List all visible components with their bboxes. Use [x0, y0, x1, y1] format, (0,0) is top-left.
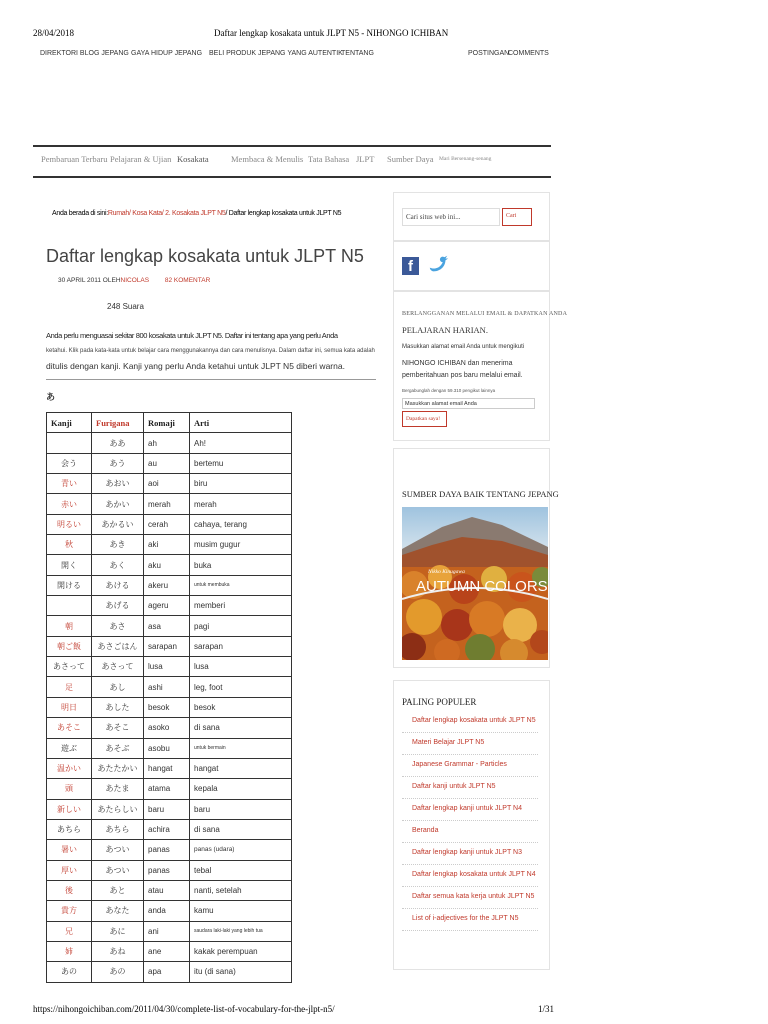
twitter-icon[interactable]	[428, 254, 450, 274]
cell-furigana: あの	[92, 962, 144, 982]
main-nav-item-jlpt[interactable]: JLPT	[356, 154, 375, 164]
cell-furigana: あかるい	[92, 514, 144, 534]
ad-title: AUTUMN COLORS	[416, 578, 548, 595]
cell-romaji: ani	[144, 921, 190, 941]
cell-arti: di sana	[190, 819, 292, 839]
table-row	[47, 860, 292, 880]
cell-arti: saudara laki-laki yang lebih tua	[190, 921, 292, 941]
cell-romaji: aoi	[144, 474, 190, 494]
cell-romaji: ah	[144, 433, 190, 453]
cell-furigana: あき	[92, 535, 144, 555]
table-row	[47, 901, 292, 921]
table-header-row	[47, 413, 292, 433]
cell-furigana: あける	[92, 575, 144, 595]
cell-arti: hangat	[190, 758, 292, 778]
table-row	[47, 433, 292, 453]
cell-kanji[interactable]: 厚い	[47, 860, 92, 880]
post-author-link[interactable]: NICOLAS	[120, 277, 150, 284]
cell-arti: memberi	[190, 596, 292, 616]
main-nav-item-resources[interactable]: Sumber Daya	[387, 154, 434, 164]
print-date: 28/04/2018	[33, 28, 75, 38]
cell-romaji: anda	[144, 901, 190, 921]
cell-romaji: ashi	[144, 677, 190, 697]
cell-arti: buka	[190, 555, 292, 575]
print-title: Daftar lengkap kosakata untuk JLPT N5 - NIHONGO ICHIBAN	[214, 28, 449, 38]
table-row	[47, 494, 292, 514]
cell-furigana: あし	[92, 677, 144, 697]
resources-heading: SUMBER DAYA BAIK TENTANG JEPANG	[402, 489, 559, 499]
top-nav-item-about[interactable]: TENTANG	[341, 50, 374, 57]
cell-romaji: achira	[144, 819, 190, 839]
cell-romaji: sarapan	[144, 636, 190, 656]
cell-romaji: merah	[144, 494, 190, 514]
table-row	[47, 738, 292, 758]
cell-romaji: asoko	[144, 718, 190, 738]
cell-furigana: あと	[92, 880, 144, 900]
cell-furigana: あちら	[92, 819, 144, 839]
autumn-colors-banner[interactable]	[402, 507, 548, 660]
table-row	[47, 941, 292, 961]
cell-kanji: 会う	[47, 453, 92, 473]
main-nav-top-border	[33, 145, 551, 147]
cell-kanji[interactable]: 姉	[47, 941, 92, 961]
popular-post-link[interactable]: Daftar lengkap kanji untuk JLPT N3	[402, 843, 538, 865]
subscribe-heading: BERLANGGANAN MELALUI EMAIL & DAPATKAN ANDA	[402, 311, 568, 317]
cell-kanji: あちら	[47, 819, 92, 839]
cell-romaji: akeru	[144, 575, 190, 595]
search-button[interactable]: Cari	[502, 208, 532, 226]
cell-arti: lusa	[190, 657, 292, 677]
intro-line-1: Anda perlu menguasai sekitar 800 kosakata untuk JLPT N5. Daftar ini tentang apa yang perlu Anda	[46, 331, 338, 340]
vocabulary-table-body	[47, 433, 292, 982]
cell-kanji[interactable]: 赤い	[47, 494, 92, 514]
cell-romaji: panas	[144, 840, 190, 860]
cell-furigana: あさって	[92, 657, 144, 677]
cell-furigana: あなた	[92, 901, 144, 921]
intro-line-3: ditulis dengan kanji. Kanji yang perlu Anda ketahui untuk JLPT N5 diberi warna.	[46, 361, 345, 371]
table-row	[47, 799, 292, 819]
post-comments-link[interactable]: 82 KOMENTAR	[164, 277, 211, 284]
cell-furigana: あね	[92, 941, 144, 961]
cell-kanji[interactable]: あそこ	[47, 718, 92, 738]
table-row	[47, 921, 292, 941]
cell-arti: kamu	[190, 901, 292, 921]
cell-furigana: ああ	[92, 433, 144, 453]
header-arti: Arti	[190, 413, 292, 433]
table-row	[47, 880, 292, 900]
breadcrumb-n5-link[interactable]: / 2. Kosakata JLPT N5	[161, 210, 226, 217]
breadcrumb-vocab-link[interactable]: / Kosa Kata	[128, 210, 162, 217]
table-row	[47, 535, 292, 555]
cell-kanji: あさって	[47, 657, 92, 677]
cell-furigana: あした	[92, 697, 144, 717]
cell-arti: untuk membuka	[190, 575, 292, 595]
cell-furigana: あそこ	[92, 718, 144, 738]
cell-romaji: asa	[144, 616, 190, 636]
cell-furigana: あおい	[92, 474, 144, 494]
cell-romaji: ageru	[144, 596, 190, 616]
main-nav-item-vocabulary[interactable]: Kosakata	[177, 154, 209, 164]
cell-furigana: あさ	[92, 616, 144, 636]
cell-furigana: あさごはん	[92, 636, 144, 656]
header-kanji: Kanji	[47, 413, 92, 433]
cell-arti: cahaya, terang	[190, 514, 292, 534]
cell-furigana: あたらしい	[92, 799, 144, 819]
intro-line-2: ketahui. Klik pada kata-kata untuk belajar cara menggunakannya dan cara menulisnya. Dalam daftar ini, semua kata adalah	[46, 348, 375, 354]
cell-arti: biru	[190, 474, 292, 494]
cell-romaji: hangat	[144, 758, 190, 778]
cell-kanji: 開ける	[47, 575, 92, 595]
main-nav-item-fun[interactable]: Mari Bersenang-senang	[439, 156, 492, 162]
print-url: https://nihongoichiban.com/2011/04/30/complete-list-of-vocabulary-for-the-jlpt-n5/	[33, 1004, 335, 1014]
cell-romaji: asobu	[144, 738, 190, 758]
subscribe-description: Masukkan alamat email Anda untuk mengikuti	[402, 344, 525, 350]
cell-arti: merah	[190, 494, 292, 514]
main-nav-bottom-border	[33, 176, 551, 178]
cell-kanji[interactable]: 明日	[47, 697, 92, 717]
intro-divider	[46, 379, 376, 380]
cell-arti: panas (udara)	[190, 840, 292, 860]
cell-kanji[interactable]: 新しい	[47, 799, 92, 819]
popular-post-link[interactable]: Daftar lengkap kanji untuk JLPT N4	[402, 799, 538, 821]
post-title: Daftar lengkap kosakata untuk JLPT N5	[46, 246, 364, 266]
cell-romaji: au	[144, 453, 190, 473]
table-row	[47, 616, 292, 636]
post-meta	[58, 277, 210, 284]
header-romaji: Romaji	[144, 413, 190, 433]
table-row	[47, 697, 292, 717]
cell-romaji: atau	[144, 880, 190, 900]
top-nav-item-shop[interactable]: BELI PRODUK JEPANG YANG AUTENTIK	[209, 50, 343, 57]
cell-arti: besok	[190, 697, 292, 717]
cell-arti: kakak perempuan	[190, 941, 292, 961]
cell-furigana: あに	[92, 921, 144, 941]
popular-post-link[interactable]: List of i-adjectives for the JLPT N5	[402, 909, 538, 931]
cell-romaji: atama	[144, 779, 190, 799]
table-row	[47, 575, 292, 595]
cell-furigana: あつい	[92, 840, 144, 860]
cell-arti: sarapan	[190, 636, 292, 656]
cell-kanji	[47, 433, 92, 453]
breadcrumb-home-link[interactable]: Rumah	[107, 210, 129, 217]
cell-romaji: aki	[144, 535, 190, 555]
cell-kanji[interactable]: 秋	[47, 535, 92, 555]
cell-furigana: あう	[92, 453, 144, 473]
cell-romaji: cerah	[144, 514, 190, 534]
popular-post-link[interactable]: Materi Belajar JLPT N5	[402, 733, 538, 755]
cell-kanji[interactable]: 暑い	[47, 840, 92, 860]
top-nav-item-comments[interactable]: COMMENTS	[508, 50, 549, 57]
post-date: 30 APRIL 2011 OLEH	[58, 277, 121, 284]
cell-arti: bertemu	[190, 453, 292, 473]
cell-kanji: あの	[47, 962, 92, 982]
breadcrumb-current: / Daftar lengkap kosakata untuk JLPT N5	[225, 210, 342, 217]
cell-arti: tebal	[190, 860, 292, 880]
top-nav-item-posts[interactable]: POSTINGAN	[468, 50, 510, 57]
cell-arti: musim gugur	[190, 535, 292, 555]
cell-furigana: あげる	[92, 596, 144, 616]
top-nav-item-directory[interactable]: DIREKTORI BLOG JEPANG	[40, 50, 129, 57]
ad-small-text: Nikko Kinugawa	[428, 569, 465, 575]
vocabulary-table	[46, 412, 292, 983]
cell-kanji[interactable]: 足	[47, 677, 92, 697]
table-row	[47, 779, 292, 799]
cell-kanji[interactable]: 後	[47, 880, 92, 900]
table-row	[47, 474, 292, 494]
cell-arti: di sana	[190, 718, 292, 738]
table-row	[47, 819, 292, 839]
top-nav-item-lifestyle[interactable]: GAYA HIDUP JEPANG	[131, 50, 203, 57]
subscribe-heading-2: PELAJARAN HARIAN.	[402, 325, 488, 335]
vote-count: 248 Suara	[107, 302, 144, 311]
email-field[interactable]: Masukkan alamat email Anda	[402, 398, 535, 409]
cell-arti: kepala	[190, 779, 292, 799]
cell-arti: baru	[190, 799, 292, 819]
facebook-icon[interactable]: f	[402, 257, 419, 275]
cell-kanji[interactable]: 温かい	[47, 758, 92, 778]
main-nav-item-latest[interactable]: Pembaruan Terbaru	[41, 154, 108, 164]
cell-romaji: panas	[144, 860, 190, 880]
cell-arti: untuk bermain	[190, 738, 292, 758]
print-page-number: 1/31	[538, 1004, 555, 1014]
cell-arti: nanti, setelah	[190, 880, 292, 900]
popular-post-link[interactable]: Japanese Grammar - Particles	[402, 755, 538, 777]
follow-button[interactable]: Dapatkan saya!	[402, 411, 447, 427]
cell-furigana: あかい	[92, 494, 144, 514]
cell-kanji[interactable]: 明るい	[47, 514, 92, 534]
popular-post-link[interactable]: Daftar lengkap kosakata untuk JLPT N4	[402, 865, 538, 887]
cell-kanji[interactable]: 貴方	[47, 901, 92, 921]
cell-kanji[interactable]: 朝ご飯	[47, 636, 92, 656]
autumn-banner-image	[402, 507, 548, 660]
popular-post-link[interactable]: Beranda	[402, 821, 538, 843]
table-row	[47, 596, 292, 616]
cell-arti: Ah!	[190, 433, 292, 453]
cell-romaji: apa	[144, 962, 190, 982]
cell-kanji[interactable]: 青い	[47, 474, 92, 494]
table-row	[47, 555, 292, 575]
cell-arti: itu (di sana)	[190, 962, 292, 982]
cell-romaji: aku	[144, 555, 190, 575]
cell-romaji: lusa	[144, 657, 190, 677]
section-heading: あ	[46, 392, 56, 402]
breadcrumb-prefix: Anda berada di sini:	[52, 210, 108, 217]
cell-kanji: 遊ぶ	[47, 738, 92, 758]
table-row	[47, 657, 292, 677]
main-nav-item-reading-writing[interactable]: Membaca & Menulis	[231, 154, 304, 164]
cell-furigana: あそぶ	[92, 738, 144, 758]
popular-list	[402, 711, 538, 931]
cell-romaji: besok	[144, 697, 190, 717]
cell-kanji: 開く	[47, 555, 92, 575]
breadcrumb	[52, 210, 341, 217]
table-row	[47, 840, 292, 860]
cell-kanji[interactable]: 兄	[47, 921, 92, 941]
main-nav-item-grammar[interactable]: Tata Bahasa	[308, 154, 350, 164]
table-row	[47, 514, 292, 534]
cell-arti: pagi	[190, 616, 292, 636]
popular-post-link[interactable]: Daftar lengkap kosakata untuk JLPT N5	[402, 711, 538, 733]
popular-post-link[interactable]: Daftar kanji untuk JLPT N5	[402, 777, 538, 799]
cell-furigana: あたたかい	[92, 758, 144, 778]
cell-furigana: あたま	[92, 779, 144, 799]
table-row	[47, 718, 292, 738]
search-input[interactable]: Cari situs web ini...	[402, 208, 500, 226]
popular-heading: PALING POPULER	[402, 697, 477, 707]
table-row	[47, 636, 292, 656]
cell-kanji[interactable]: 朝	[47, 616, 92, 636]
table-row	[47, 758, 292, 778]
cell-furigana: あく	[92, 555, 144, 575]
cell-romaji: baru	[144, 799, 190, 819]
table-row	[47, 677, 292, 697]
cell-romaji: ane	[144, 941, 190, 961]
cell-arti: leg, foot	[190, 677, 292, 697]
cell-kanji[interactable]: 頭	[47, 779, 92, 799]
table-row	[47, 962, 292, 982]
popular-post-link[interactable]: Daftar semua kata kerja untuk JLPT N5	[402, 887, 538, 909]
cell-furigana: あつい	[92, 860, 144, 880]
subscribe-description-2: NIHONGO ICHIBAN dan menerima pemberitahuan pos baru melalui email.	[402, 360, 523, 379]
cell-kanji	[47, 596, 92, 616]
subscriber-count: Bergabunglah dengan 59.310 pengikut lainnya	[402, 388, 496, 393]
main-nav-item-lessons[interactable]: Pelajaran & Ujian	[110, 154, 172, 164]
header-furigana: Furigana	[92, 413, 144, 433]
table-row	[47, 453, 292, 473]
